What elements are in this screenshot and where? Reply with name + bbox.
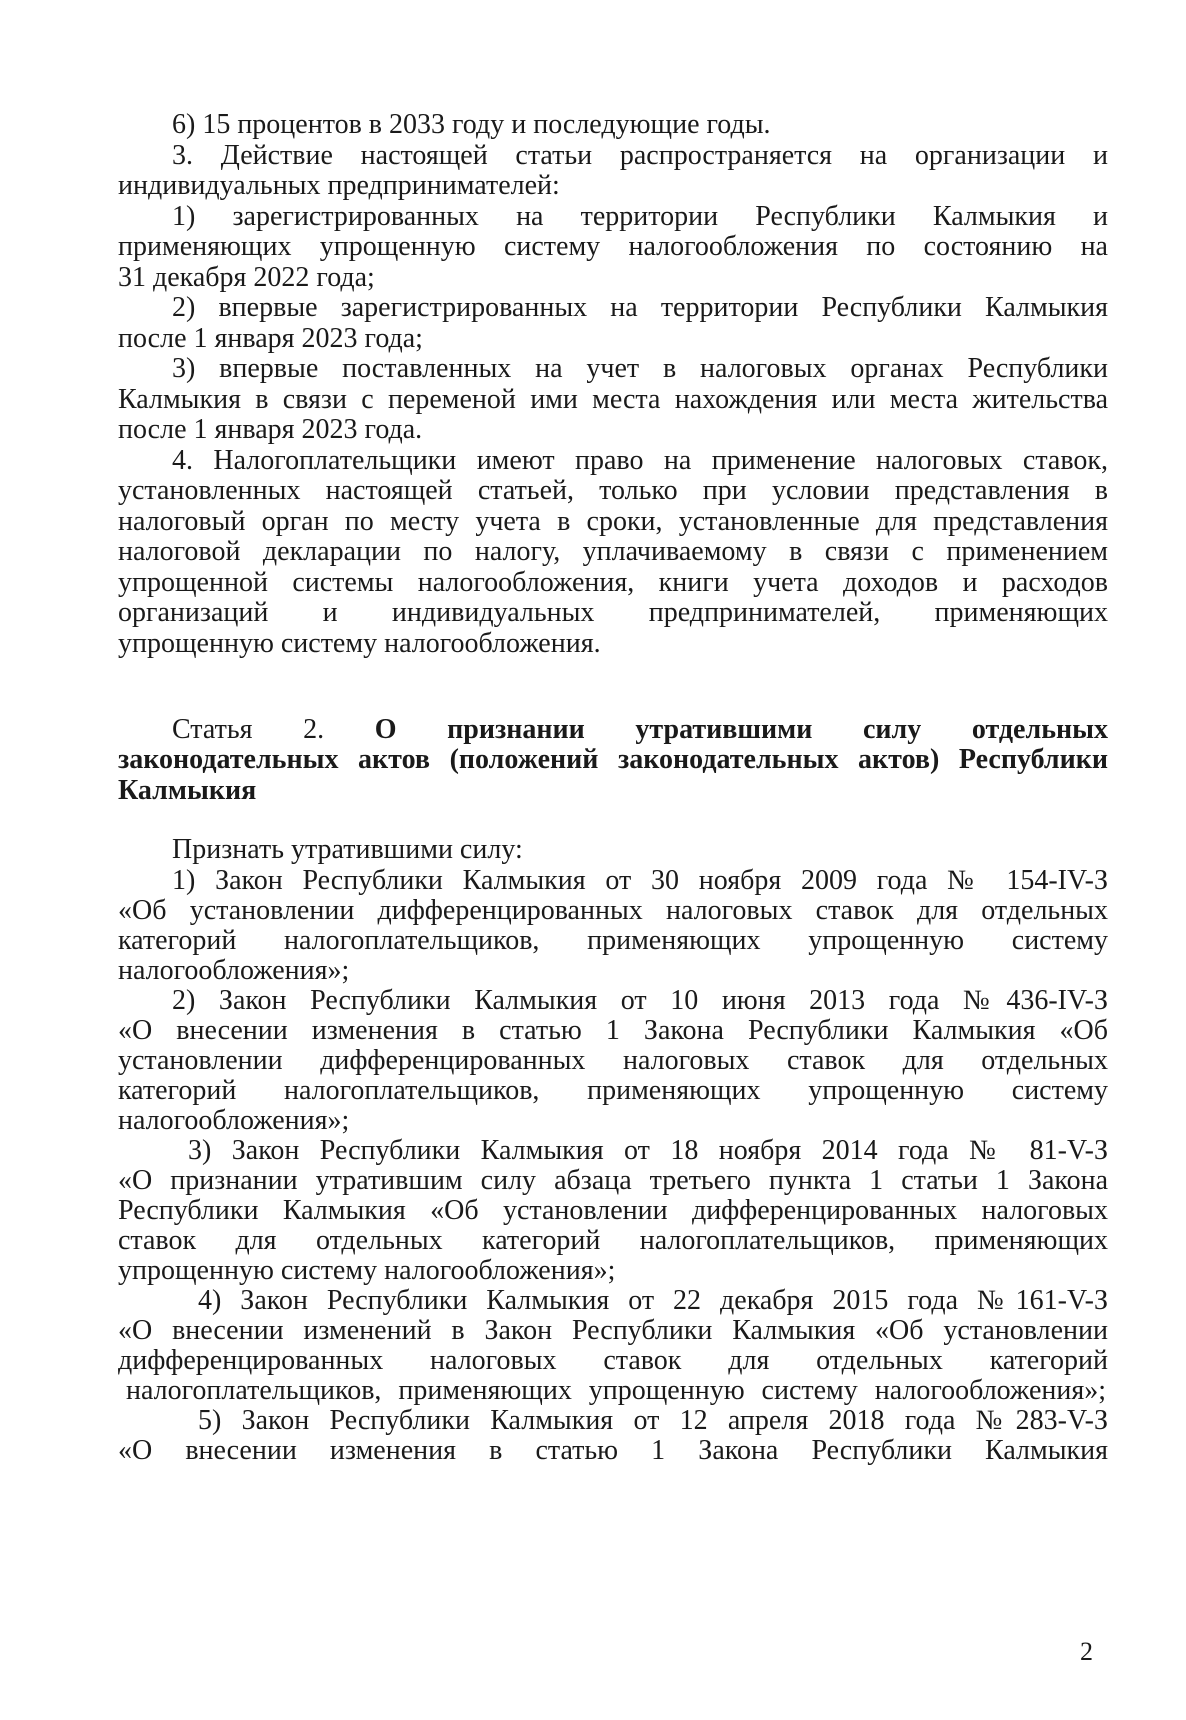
text-line: организаций и индивидуальных предпринимателей, применяющих bbox=[118, 597, 1108, 628]
text-line: Признать утратившими силу: bbox=[172, 834, 523, 865]
page-number: 2 bbox=[1080, 1637, 1093, 1666]
article-title-part1: О признании утратившими силу отдельных bbox=[374, 714, 1108, 745]
text-line: налоговой декларации по налогу, уплачиваемому в связи с применением bbox=[118, 536, 1108, 567]
article-label: Статья 2. bbox=[172, 714, 325, 745]
text-line: 1) зарегистрированных на территории Республики Калмыкия и bbox=[172, 201, 1108, 232]
text-line: упрощенной системы налогообложения, книги учета доходов и расходов bbox=[118, 567, 1108, 598]
text-line: применяющих упрощенную систему налогообложения по состоянию на bbox=[118, 231, 1108, 262]
text-line: категорий налогоплательщиков, применяющих упрощенную систему bbox=[118, 925, 1108, 956]
text-line: 31 декабря 2022 года; bbox=[118, 262, 375, 293]
text-line: 4. Налогоплательщики имеют право на применение налоговых ставок, bbox=[172, 445, 1108, 476]
text-line: Республики Калмыкия «Об установлении дифференцированных налоговых bbox=[118, 1195, 1108, 1226]
text-line: 5) Закон Республики Калмыкия от 12 апреля 2018 года №283-V-З bbox=[198, 1405, 1108, 1436]
text-line: 2) Закон Республики Калмыкия от 10 июня 2013 года №436-IV-З bbox=[172, 985, 1108, 1016]
text-line: упрощенную систему налогообложения»; bbox=[118, 1255, 616, 1286]
text-line: 3) впервые поставленных на учет в налоговых органах Республики bbox=[172, 353, 1108, 384]
text-line: «О признании утратившим силу абзаца третьего пункта 1 статьи 1 Закона bbox=[118, 1165, 1108, 1196]
text-line: упрощенную систему налогообложения. bbox=[118, 628, 601, 659]
text-line: 3. Действие настоящей статьи распространяется на организации и bbox=[172, 140, 1108, 171]
text-line: 2) впервые зарегистрированных на территории Республики Калмыкия bbox=[172, 292, 1108, 323]
article-heading-line bbox=[172, 714, 1108, 746]
text-line: Калмыкия в связи с переменой ими места нахождения или места жительства bbox=[118, 384, 1108, 415]
text-line: «Об установлении дифференцированных налоговых ставок для отдельных bbox=[118, 895, 1108, 926]
article-title-line3: Калмыкия bbox=[118, 775, 257, 806]
text-line: 3) Закон Республики Калмыкия от 18 ноября 2014 года № 81-V-З bbox=[188, 1135, 1108, 1166]
text-line: установлении дифференцированных налоговых ставок для отдельных bbox=[118, 1045, 1108, 1076]
text-line: индивидуальных предпринимателей: bbox=[118, 170, 560, 201]
text-line: категорий налогоплательщиков, применяющих упрощенную систему bbox=[118, 1075, 1108, 1106]
text-line: ставок для отдельных категорий налогоплательщиков, применяющих bbox=[118, 1225, 1108, 1256]
article-title-line2: законодательных актов (положений законодательных актов) Республики bbox=[118, 744, 1108, 775]
text-line: 1) Закон Республики Калмыкия от 30 ноября 2009 года № 154-IV-З bbox=[172, 865, 1108, 896]
text-line: налогообложения»; bbox=[118, 1105, 350, 1136]
text-line: налоговый орган по месту учета в сроки, установленные для представления bbox=[118, 506, 1108, 537]
text-line: налогоплательщиков, применяющих упрощенную систему налогообложения»; bbox=[126, 1375, 1106, 1406]
text-line: «О внесении изменений в Закон Республики Калмыкия «Об установлении bbox=[118, 1315, 1108, 1346]
text-line: дифференцированных налоговых ставок для отдельных категорий bbox=[118, 1345, 1108, 1376]
text-line: после 1 января 2023 года; bbox=[118, 323, 423, 354]
text-line: налогообложения»; bbox=[118, 955, 350, 986]
text-line: 4) Закон Республики Калмыкия от 22 декабря 2015 года №161-V-З bbox=[198, 1285, 1108, 1316]
text-line: после 1 января 2023 года. bbox=[118, 414, 423, 445]
text-line: установленных настоящей статьей, только при условии представления в bbox=[118, 475, 1108, 506]
text-line: «О внесении изменения в статью 1 Закона Республики Калмыкия bbox=[118, 1435, 1108, 1466]
text-line: 6) 15 процентов в 2033 году и последующие годы. bbox=[172, 109, 771, 140]
text-line: «О внесении изменения в статью 1 Закона Республики Калмыкия «Об bbox=[118, 1015, 1108, 1046]
